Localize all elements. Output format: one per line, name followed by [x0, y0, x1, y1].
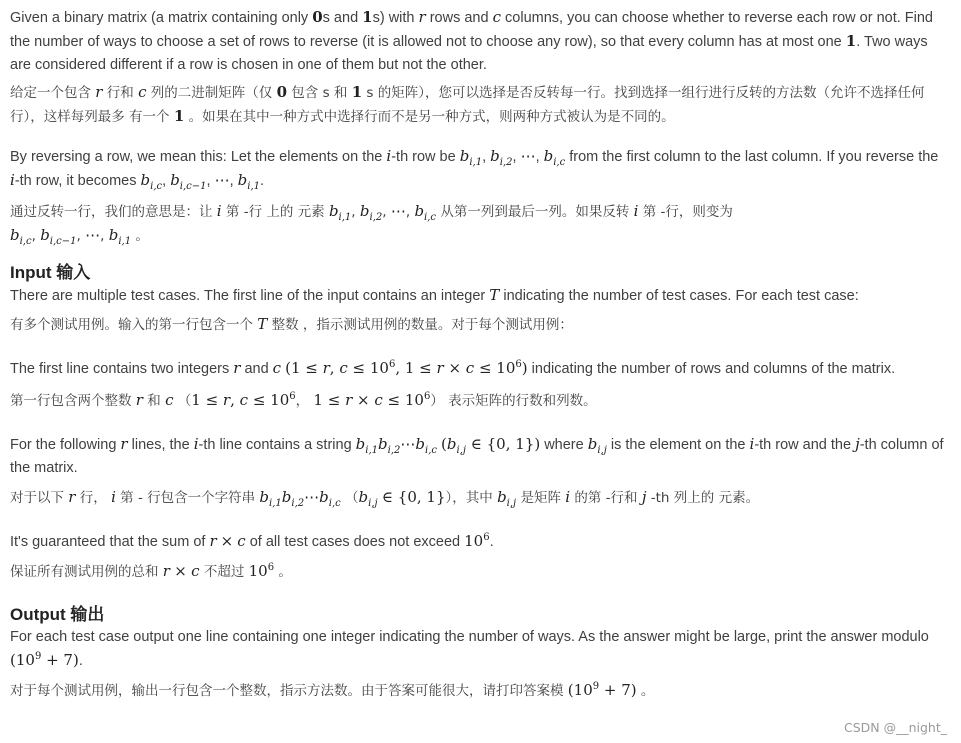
output-heading: Output 输出	[10, 605, 105, 624]
input-heading: Input 输入	[10, 263, 91, 282]
p6-zh: 保证所有测试用例的总和 r × c 不超过 $10^6$ 。	[10, 562, 292, 580]
p3-en: There are multiple test cases. The first line of the input contains an integer T indicating the number of test cases. For each test case:	[10, 286, 859, 304]
p7-en: For each test case output one line containing one integer indicating the number of ways. As the answer might be large, print the answer modulo $(10^9 + 7)$.	[10, 629, 929, 669]
p2-en: By reversing a row, we mean this: Let the elements on the i-th row be $b_{i,1}$, $b_{i,2}$, ⋯, $b_{i,c}$ from the first column to the last column. If you reverse the i-th row, it becomes $b_{i,c}$, $b_{i,c-1}$, ⋯, $b_{i,1}$.	[10, 147, 939, 192]
csdn-watermark: CSDN @__night_	[843, 720, 947, 735]
p7-zh: 对于每个测试用例，输出一行包含一个整数，指示方法数。由于答案可能很大，请打印答案模 $(10^9 + 7)$ 。	[10, 681, 655, 699]
p3-zh: 有多个测试用例。输入的第一行包含一个 T 整数 ，指示测试用例的数量。对于每个测试用例：	[10, 315, 573, 333]
p2-zh: 通过反转一行，我们的意思是：让 i 第 -行 上的 元素 $b_{i,1}$, $b_{i,2}$, ⋯, $b_{i,c}$ 从第一列到最后一列。如果反转 i 第 -行，则变为 $b_{i,c}$, $b_{i,c-1}$, ⋯, $b_{i,1}$ 。	[10, 202, 733, 247]
p1-zh: 给定一个包含 r 行和 c 列的二进制矩阵（仅 0 包含 s 和 1 s 的矩阵），您可以选择是否反转每一行。找到选择一组行进行反转的方法数（允许不选择任何行），这样每列最多 有一个 1 。如果在其中一种方式中选择行而不是另一种方式，则两种方式被认为是不同的。	[10, 83, 925, 125]
p4-en: The first line contains two integers r and c (1 ≤ r, $c \le 10^6$, $1 \le r \times c \le 10^6$) indicating the number of rows and columns of the matrix.	[10, 359, 896, 377]
p1-en-a: Given a binary matrix (a matrix containing only	[10, 10, 313, 26]
p5-zh: 对于以下 r 行， i 第 - 行包含一个字符串 $b_{i,1}b_{i,2}\cdots b_{i,c}$ （$b_{i,j}$ ∈ {0, 1}），其中 $b_{i,j}$ 是矩阵 i 的第 -行和 j -th 列上的 元素。	[10, 488, 760, 509]
p4-zh: 第一行包含两个整数 r 和 c （1 ≤ r, $c \le 10^6$， $1 \le r \times c \le 10^6$） 表示矩阵的行数和列数。	[10, 391, 597, 409]
p1-en: Given a binary matrix (a matrix containing only 0s and 1s) with r rows and c columns, you can choose whether to reverse each row or not. Find the number of ways to choose a set of rows to reverse (it is allowed not to choose any row), so that every column has at most one 1. Two ways are considered different if a row is chosen in one of them but not the other.	[10, 8, 933, 73]
problem-statement	[10, 6, 952, 703]
p6-en: It's guaranteed that the sum of r × c of all test cases does not exceed $10^6$.	[10, 532, 494, 550]
p5-en: For the following r lines, the i-th line contains a string $b_{i,1}b_{i,2}\cdots b_{i,c}$ ($b_{i,j}$ ∈ {0, 1}) where $b_{i,j}$ is the element on the i-th row and the j-th column of the matrix.	[10, 435, 944, 476]
